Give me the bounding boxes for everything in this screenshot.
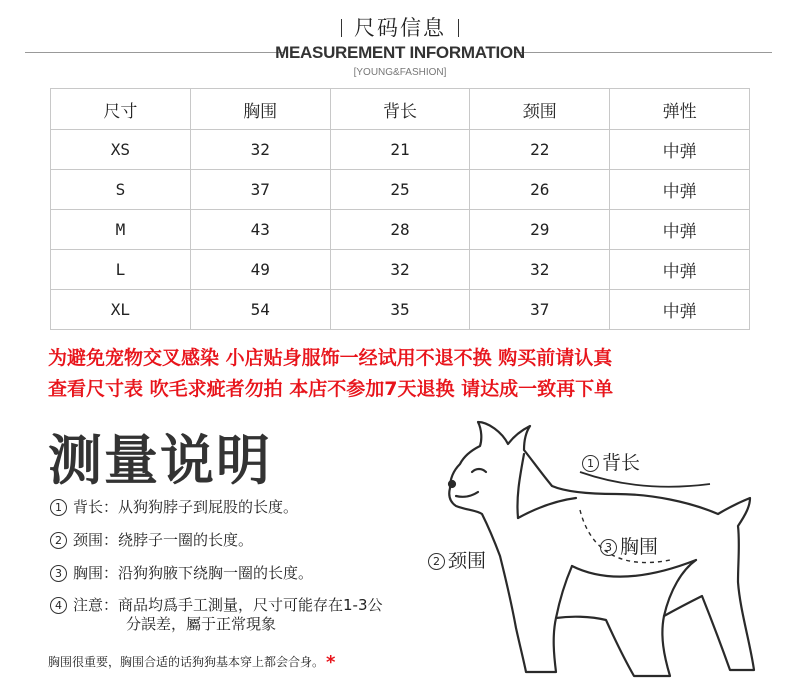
instruction-item-back <box>50 496 298 517</box>
back-cell: 25 <box>330 170 470 210</box>
back-cell: 32 <box>330 250 470 290</box>
size-cell: M <box>51 210 191 250</box>
circled-number-icon: 3 <box>600 539 617 556</box>
elasticity-cell: 中弹 <box>610 210 750 250</box>
page-tagline: [YOUNG&FASHION] <box>353 67 447 78</box>
table-header-cell: 背长 <box>330 89 470 130</box>
table-row <box>51 210 750 250</box>
diagram-label-chest <box>600 532 658 559</box>
measurement-title: 测量说明 <box>48 429 272 492</box>
table-row <box>51 290 750 330</box>
circled-number-icon: 4 <box>50 597 67 614</box>
neck-cell: 37 <box>470 290 610 330</box>
table-row <box>51 130 750 170</box>
instruction-text-continued: 分誤差，屬于正常現象 <box>126 615 277 633</box>
size-table <box>50 88 750 330</box>
diagram-label-neck <box>428 546 486 573</box>
circled-number-icon: 2 <box>428 553 445 570</box>
size-cell: XL <box>51 290 191 330</box>
title-divider-left <box>341 19 342 37</box>
circled-number-icon: 3 <box>50 565 67 582</box>
dog-belly-line <box>572 560 696 577</box>
chest-cell: 32 <box>190 130 330 170</box>
table-header-cell: 颈围 <box>470 89 610 130</box>
instruction-text: 胸围：沿狗狗腋下绕胸一圈的长度。 <box>73 564 314 582</box>
size-cell: S <box>51 170 191 210</box>
dog-eye <box>472 469 486 472</box>
diagram-label-text: 背长 <box>602 452 641 474</box>
instruction-text: 背长：从狗狗脖子到屁股的长度。 <box>73 498 299 516</box>
diagram-label-back <box>582 448 640 475</box>
return-policy-notice-line-1: 为避免宠物交叉感染 小店贴身服饰一经试用不退不换 购买前请认真 <box>48 347 613 369</box>
circled-number-icon: 1 <box>50 499 67 516</box>
elasticity-cell: 中弹 <box>610 290 750 330</box>
footnote-text: 胸围很重要，胸围合适的话狗狗基本穿上都会合身。 <box>48 655 325 669</box>
elasticity-cell: 中弹 <box>610 170 750 210</box>
instruction-text: 颈围：绕脖子一圈的长度。 <box>73 531 254 549</box>
return-policy-notice-line-2: 查看尺寸表 吹毛求疵者勿拍 本店不参加7天退换 请达成一致再下单 <box>48 378 614 400</box>
title-text: 尺码信息 <box>354 16 446 40</box>
dog-harness-line <box>518 498 576 518</box>
table-header-cell: 弹性 <box>610 89 750 130</box>
chest-cell: 49 <box>190 250 330 290</box>
diagram-label-text: 颈围 <box>448 550 487 572</box>
dog-neck-line <box>517 454 524 518</box>
chest-cell: 54 <box>190 290 330 330</box>
neck-cell: 26 <box>470 170 610 210</box>
chest-cell: 37 <box>190 170 330 210</box>
table-row <box>51 170 750 210</box>
neck-cell: 32 <box>470 250 610 290</box>
size-cell: XS <box>51 130 191 170</box>
back-cell: 21 <box>330 130 470 170</box>
neck-cell: 29 <box>470 210 610 250</box>
table-header-cell: 尺寸 <box>51 89 191 130</box>
page-title <box>0 12 800 42</box>
instruction-item-note <box>50 594 383 615</box>
circled-number-icon: 2 <box>50 532 67 549</box>
back-cell: 28 <box>330 210 470 250</box>
title-divider-right <box>458 19 459 37</box>
circled-number-icon: 1 <box>582 455 599 472</box>
size-cell: L <box>51 250 191 290</box>
dog-nose <box>449 481 455 487</box>
diagram-label-text: 胸围 <box>620 536 659 558</box>
table-header-cell: 胸围 <box>190 89 330 130</box>
dog-front-leg-line <box>556 566 572 618</box>
page-subtitle: MEASUREMENT INFORMATION <box>275 43 525 62</box>
instruction-item-neck <box>50 529 253 550</box>
footnote <box>48 652 335 673</box>
dog-mouth <box>456 492 478 497</box>
table-header-row <box>51 89 750 130</box>
instruction-item-chest <box>50 562 313 583</box>
back-cell: 35 <box>330 290 470 330</box>
elasticity-cell: 中弹 <box>610 130 750 170</box>
chest-cell: 43 <box>190 210 330 250</box>
elasticity-cell: 中弹 <box>610 250 750 290</box>
instruction-text: 注意：商品均爲手工測量，尺寸可能存在1-3公 <box>73 596 383 614</box>
neck-cell: 22 <box>470 130 610 170</box>
asterisk-icon: * <box>326 652 336 673</box>
table-row <box>51 250 750 290</box>
